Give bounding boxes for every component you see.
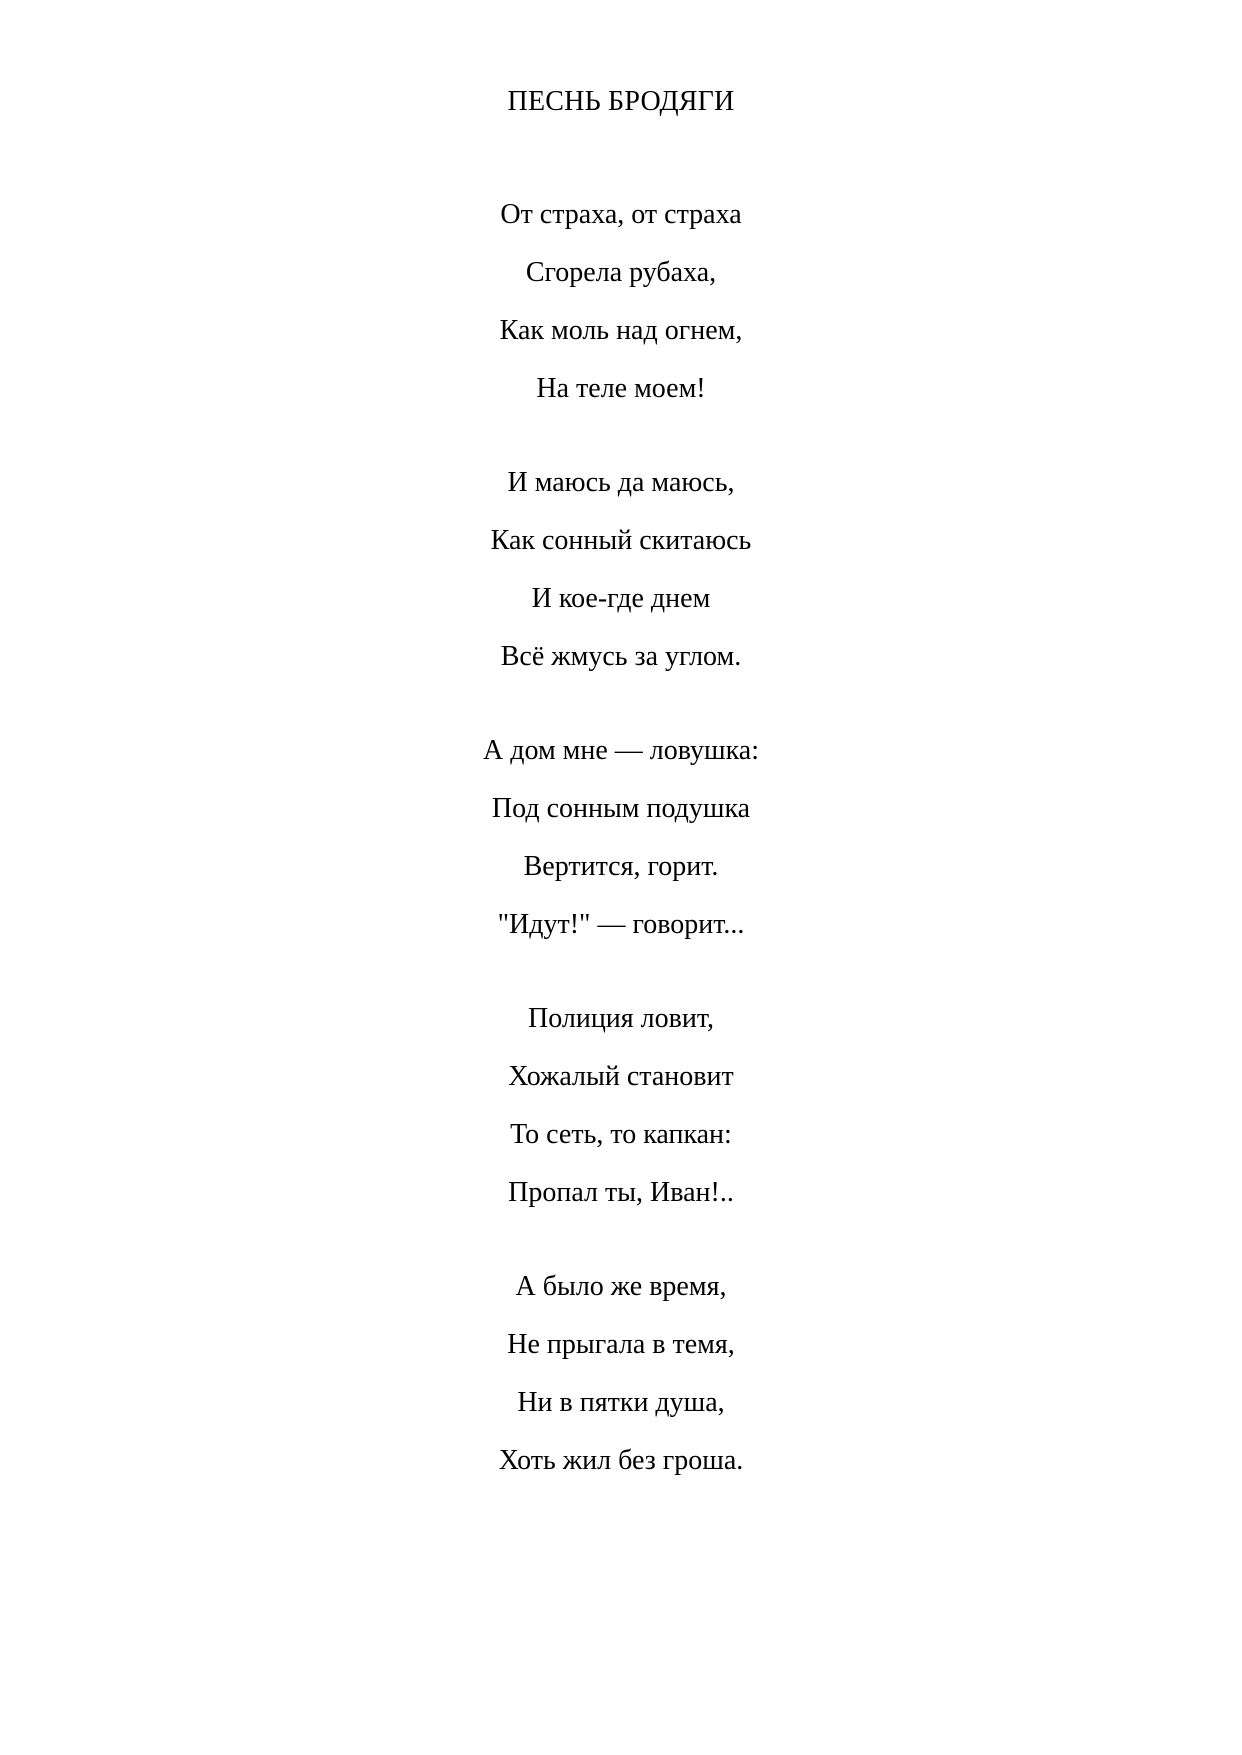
poem-line: А дом мне — ловушка:: [483, 735, 759, 766]
poem-line: "Идут!" — говорит...: [497, 909, 745, 940]
poem-line: Под сонным подушка: [491, 793, 751, 824]
poem-line: Как сонный скитаюсь: [490, 525, 752, 556]
poem-line: И кое-где днем: [531, 583, 711, 614]
stanza-3: [0, 733, 1242, 943]
poem-line: Вертится, горит.: [523, 851, 719, 882]
stanza-1: [0, 197, 1242, 407]
poem-line: А было же время,: [515, 1271, 727, 1302]
stanza-2: [0, 465, 1242, 675]
poem-line: Хожалый становит: [508, 1061, 734, 1092]
poem-line: Полиция ловит,: [528, 1003, 714, 1034]
poem-line: Сгорела рубаха,: [525, 257, 717, 288]
poem-line: И маюсь да маюсь,: [507, 467, 735, 498]
poem-line: Как моль над огнем,: [499, 315, 743, 346]
stanza-4: [0, 1001, 1242, 1211]
poem-title: ПЕСНЬ БРОДЯГИ: [507, 86, 735, 117]
poem-line: То сеть, то капкан:: [510, 1119, 732, 1150]
poem-line: Пропал ты, Иван!..: [508, 1177, 734, 1208]
poem-body: [0, 197, 1242, 1537]
stanza-5: [0, 1269, 1242, 1479]
poem-line: На теле моем!: [536, 373, 706, 404]
poem-line: От страха, от страха: [500, 199, 742, 230]
poem-line: Хоть жил без гроша.: [498, 1445, 744, 1476]
poem-line: Всё жмусь за углом.: [500, 641, 742, 672]
poem-line: Не прыгала в темя,: [507, 1329, 735, 1360]
poem-line: Ни в пятки душа,: [517, 1387, 725, 1418]
